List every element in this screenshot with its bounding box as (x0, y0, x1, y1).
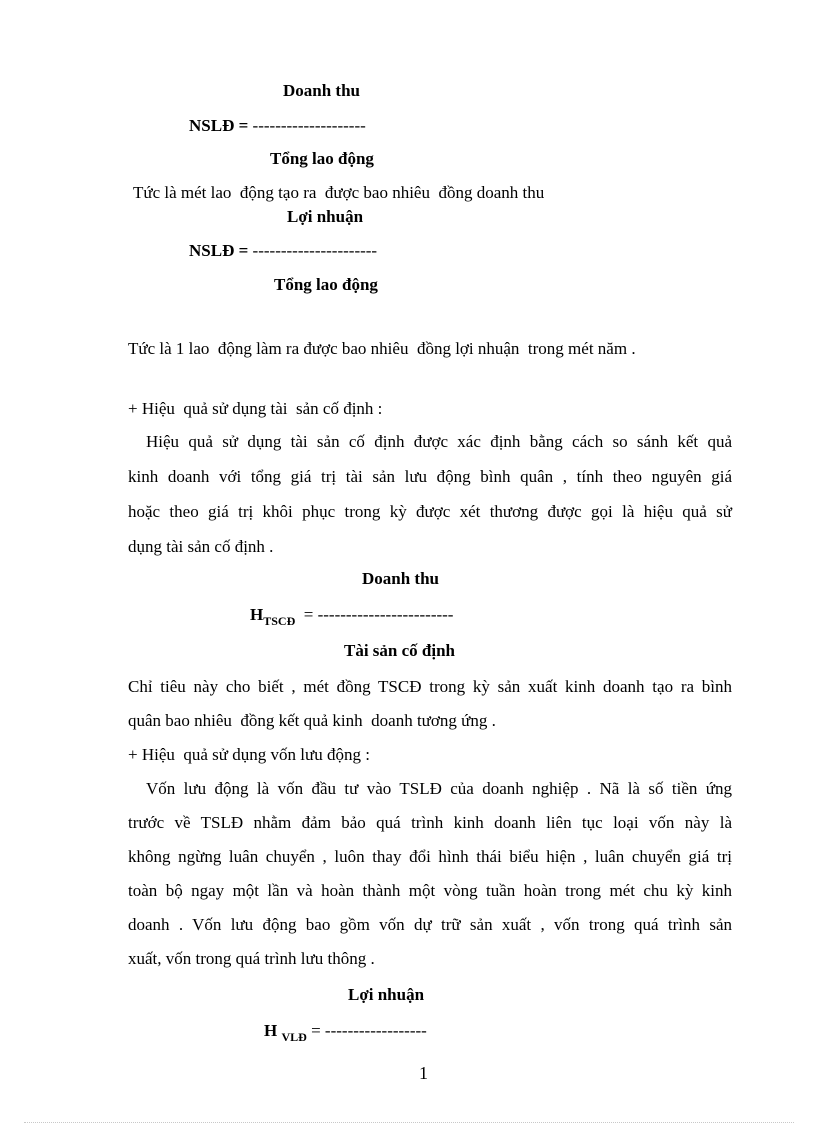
paragraph-line: dụng tài sản cố định . (128, 537, 274, 556)
formula4-line (264, 1020, 427, 1043)
formula2-explanation: Tức là 1 lao động làm ra được bao nhiêu đồng lợi nhuận trong mét năm . (128, 339, 636, 358)
formula4-numerator: Lợi nhuận (348, 985, 425, 1004)
paragraph-line: doanh . Vốn lưu động bao gồm vốn dự trữ sản xuất , vốn trong quá trình sản (128, 915, 732, 934)
paragraph-line: không ngừng luân chuyển , luôn thay đổi hình thái biểu hiện , luân chuyển giá trị (128, 847, 732, 866)
formula2-dashes: ---------------------- (252, 241, 378, 260)
formula2-denominator: Tổng lao động (274, 275, 378, 294)
section-heading-fixed-assets: + Hiệu quả sử dụng tài sản cố định : (128, 399, 383, 418)
paragraph-line: kinh doanh với tổng giá trị tài sản lưu động bình quân , tính theo nguyên giá (128, 467, 732, 486)
page-number: 1 (419, 1063, 428, 1083)
formula4-lhs: H (264, 1021, 278, 1040)
formula3-lhs: H (250, 605, 264, 624)
formula3-equals: = (303, 605, 318, 624)
formula1-dashes: -------------------- (252, 116, 366, 135)
formula3-numerator: Doanh thu (362, 569, 440, 588)
paragraph-line: trước về TSLĐ nhằm đảm bảo quá trình kinh doanh liên tục loại vốn này là (128, 813, 732, 832)
formula4-dashes: ------------------ (324, 1021, 427, 1040)
formula2-line (189, 240, 377, 262)
formula1-line (189, 115, 366, 137)
formula2-lhs: NSLĐ = (189, 241, 249, 260)
paragraph-line: quân bao nhiêu đồng kết quả kinh doanh tương ứng . (128, 711, 496, 730)
formula1-denominator: Tổng lao động (270, 149, 374, 168)
formula1-numerator: Doanh thu (283, 81, 361, 100)
formula4-subscript: VLĐ (281, 1030, 307, 1044)
formula1-explanation: Tức là mét lao động tạo ra được bao nhiêu đồng doanh thu (133, 183, 545, 202)
paragraph-line: xuất, vốn trong quá trình lưu thông . (128, 949, 375, 968)
formula3-dashes: ------------------------ (317, 605, 454, 624)
paragraph-line: hoặc theo giá trị khôi phục trong kỳ được xét thương được gọi là hiệu quả sử (128, 502, 732, 521)
paragraph-line: Hiệu quả sử dụng tài sản cố định được xác định bằng cách so sánh kết quả (146, 432, 732, 451)
formula3-line (250, 604, 453, 627)
paragraph-line: Chỉ tiêu này cho biết , mét đồng TSCĐ trong kỳ sản xuất kinh doanh tạo ra bình (128, 677, 732, 696)
formula1-lhs: NSLĐ = (189, 116, 249, 135)
formula4-equals: = (311, 1021, 325, 1040)
formula2-numerator: Lợi nhuận (287, 207, 364, 226)
section-heading-working-capital: + Hiệu quả sử dụng vốn lưu động : (128, 745, 370, 764)
formula3-denominator: Tài sản cố định (344, 641, 456, 660)
formula3-subscript: TSCĐ (263, 614, 296, 628)
paragraph-line: Vốn lưu động là vốn đầu tư vào TSLĐ của doanh nghiệp . Nã là số tiền ứng (146, 779, 732, 798)
paragraph-line: toàn bộ ngay một lần và hoàn thành một vòng tuần hoàn trong mét chu kỳ kinh (128, 881, 732, 900)
